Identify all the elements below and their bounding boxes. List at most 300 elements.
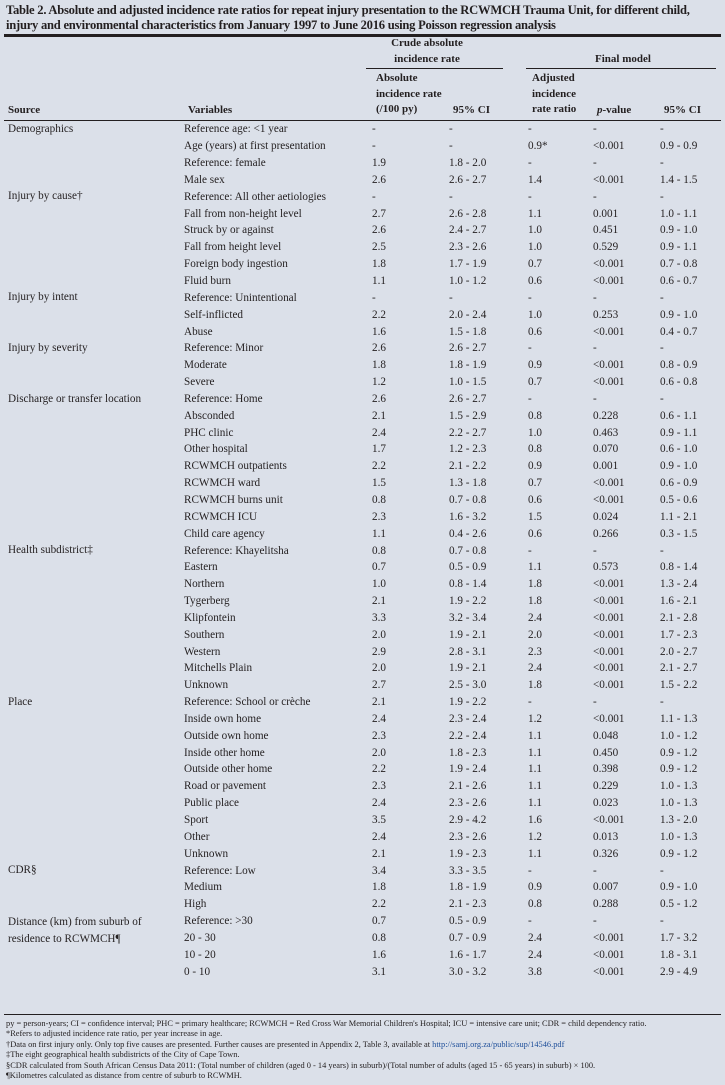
- irr-cell: 1.0: [528, 426, 542, 439]
- table-row: [4, 727, 721, 744]
- variable-cell: Tygerberg: [184, 595, 230, 608]
- table-row: [4, 879, 721, 896]
- irr-ci-cell: 0.6 - 0.8: [660, 376, 698, 389]
- source-cell: [4, 475, 184, 492]
- irr-cell: -: [528, 915, 532, 928]
- variable-cell: Inside other home: [184, 746, 265, 759]
- irr-ci-cell: 1.0 - 1.3: [660, 797, 698, 810]
- rate-cell: -: [372, 190, 376, 203]
- irr-cell: -: [528, 392, 532, 405]
- rate-ci-cell: 2.0 - 2.4: [449, 308, 487, 321]
- variable-cell: Western: [184, 645, 221, 658]
- footnote-4: §CDR calculated from South African Census Data 2011: (Total number of children (aged 0 - 14 years) in suburb)/(Total number of adults (aged 15 - 65 years) in suburb) × 100.: [6, 1060, 596, 1070]
- p-value-cell: <0.001: [593, 376, 625, 389]
- source-cell: [4, 172, 184, 189]
- rate-cell: 2.9: [372, 645, 386, 658]
- rate-ci-cell: 2.1 - 2.2: [449, 460, 487, 473]
- irr-ci-cell: 2.0 - 2.7: [660, 645, 698, 658]
- source-cell: [4, 828, 184, 845]
- table-row: [4, 374, 721, 391]
- p-value-cell: 0.001: [593, 460, 619, 473]
- source-cell: [4, 660, 184, 677]
- table-row: [4, 677, 721, 694]
- table-row: [4, 593, 721, 610]
- rate-ci-cell: 1.7 - 1.9: [449, 258, 487, 271]
- rate-ci-cell: 1.2 - 2.3: [449, 443, 487, 456]
- rate-ci-cell: 1.0 - 1.5: [449, 376, 487, 389]
- table-row: [4, 711, 721, 728]
- p-value-cell: 0.451: [593, 224, 619, 237]
- header-group-crude: Crude absolute incidence rate: [391, 37, 463, 65]
- rate-ci-cell: 1.5 - 2.9: [449, 409, 487, 422]
- irr-ci-cell: 2.1 - 2.8: [660, 611, 698, 624]
- source-cell: [4, 761, 184, 778]
- rate-ci-cell: 2.9 - 4.2: [449, 814, 487, 827]
- irr-cell: 1.1: [528, 780, 542, 793]
- footnotes: [6, 1019, 721, 1081]
- p-value-cell: <0.001: [593, 258, 625, 271]
- rate-cell: 2.6: [372, 173, 386, 186]
- table-row: [4, 643, 721, 660]
- irr-ci-cell: -: [660, 915, 664, 928]
- variable-cell: Fall from height level: [184, 241, 282, 254]
- variable-cell: Eastern: [184, 561, 218, 574]
- table-row: [4, 289, 721, 306]
- rate-ci-cell: 1.6 - 3.2: [449, 510, 487, 523]
- rate-ci-cell: 2.2 - 2.7: [449, 426, 487, 439]
- table-row: [4, 795, 721, 812]
- p-value-cell: <0.001: [593, 628, 625, 641]
- irr-cell: -: [528, 123, 532, 136]
- rate-ci-cell: 3.3 - 3.5: [449, 864, 487, 877]
- irr-ci-cell: 1.7 - 2.3: [660, 628, 698, 641]
- variable-cell: Reference: All other aetiologies: [184, 190, 326, 203]
- rate-ci-cell: 3.2 - 3.4: [449, 611, 487, 624]
- rate-ci-cell: -: [449, 140, 453, 153]
- source-cell: [4, 626, 184, 643]
- irr-cell: 1.1: [528, 729, 542, 742]
- rate-ci-cell: 0.7 - 0.9: [449, 931, 487, 944]
- source-cell: Discharge or transfer location: [8, 392, 142, 405]
- variable-cell: Reference: School or crèche: [184, 696, 311, 709]
- variable-cell: Other hospital: [184, 443, 248, 456]
- variable-cell: Foreign body ingestion: [184, 258, 288, 271]
- header-group-final: Final model: [595, 53, 651, 65]
- irr-ci-cell: 0.6 - 1.0: [660, 443, 698, 456]
- irr-cell: -: [528, 291, 532, 304]
- p-value-cell: 0.253: [593, 308, 619, 321]
- rate-cell: 1.6: [372, 948, 386, 961]
- rate-ci-cell: 0.5 - 0.9: [449, 915, 487, 928]
- table-row: [4, 424, 721, 441]
- variable-cell: Child care agency: [184, 527, 265, 540]
- header-group-crude-rule: [366, 68, 503, 69]
- source-cell: Injury by cause†: [8, 190, 83, 203]
- table-row: [4, 559, 721, 576]
- table-row: [4, 407, 721, 424]
- rate-cell: 2.4: [372, 797, 386, 810]
- table-row: [4, 323, 721, 340]
- table-row: [4, 525, 721, 542]
- variable-cell: Outside other home: [184, 763, 273, 776]
- rate-ci-cell: 0.5 - 0.9: [449, 561, 487, 574]
- rate-cell: 2.6: [372, 224, 386, 237]
- header-irr: Adjusted incidence rate ratio: [532, 72, 577, 115]
- rate-cell: 3.5: [372, 814, 386, 827]
- irr-ci-cell: 2.1 - 2.7: [660, 662, 698, 675]
- irr-ci-cell: 1.0 - 1.2: [660, 729, 698, 742]
- footnote-5: ¶Kilometres calculated as distance from centre of suburb to RCWMH.: [6, 1071, 242, 1081]
- rate-ci-cell: 1.6 - 1.7: [449, 948, 487, 961]
- rate-cell: 0.8: [372, 493, 386, 506]
- rate-cell: 2.6: [372, 342, 386, 355]
- rate-ci-cell: 2.6 - 2.8: [449, 207, 487, 220]
- rate-ci-cell: 0.8 - 1.4: [449, 578, 487, 591]
- table-row: [4, 340, 721, 357]
- footnote-3: ‡The eight geographical health subdistricts of the City of Cape Town.: [6, 1050, 240, 1060]
- rate-ci-cell: 2.8 - 3.1: [449, 645, 487, 658]
- rate-cell: 1.1: [372, 527, 386, 540]
- rate-cell: 1.1: [372, 275, 386, 288]
- source-cell: [4, 508, 184, 525]
- source-cell: [4, 711, 184, 728]
- source-cell: [4, 963, 184, 980]
- source-cell: CDR§: [8, 864, 37, 877]
- irr-ci-cell: 1.7 - 3.2: [660, 931, 698, 944]
- table-row: [4, 239, 721, 256]
- appendix-link[interactable]: http://samj.org.za/public/sup/14546.pdf: [432, 1039, 565, 1049]
- irr-ci-cell: 1.0 - 1.3: [660, 830, 698, 843]
- rate-ci-cell: 1.8 - 2.3: [449, 746, 487, 759]
- variable-cell: RCWMCH ICU: [184, 510, 258, 523]
- table-row: [4, 441, 721, 458]
- source-cell: [4, 492, 184, 509]
- rate-ci-cell: 1.0 - 1.2: [449, 275, 487, 288]
- footnote-2-text: †Data on first injury only. Only top five causes are presented. Further causes are presented in Appendix 2, Table 3, available at: [6, 1039, 433, 1049]
- source-cell: [4, 778, 184, 795]
- p-value-cell: -: [593, 157, 597, 170]
- variable-cell: Reference: Unintentional: [184, 291, 297, 304]
- irr-ci-cell: 0.9 - 1.1: [660, 426, 698, 439]
- rate-cell: 0.8: [372, 544, 386, 557]
- table-title: Table 2. Absolute and adjusted incidence rate ratios for repeat injury presentation to the RCWMCH Trauma Unit, for different child, injury and environmental characteristics from January 1997 to June 2016 using Poisson regression analysis: [6, 3, 690, 32]
- header-group-final-rule: [526, 68, 716, 69]
- source-cell: Demographics: [8, 123, 74, 135]
- rate-cell: -: [372, 123, 376, 136]
- irr-cell: 1.0: [528, 224, 542, 237]
- irr-cell: 1.0: [528, 241, 542, 254]
- rate-cell: 1.8: [372, 359, 386, 372]
- variable-cell: Unknown: [184, 679, 229, 692]
- variable-cell: Reference age: <1 year: [184, 123, 288, 136]
- variable-cell: RCWMCH ward: [184, 477, 261, 490]
- p-value-cell: <0.001: [593, 712, 625, 725]
- p-value-cell: <0.001: [593, 173, 625, 186]
- variable-cell: Klipfontein: [184, 611, 236, 624]
- p-value-cell: 0.048: [593, 729, 619, 742]
- table-row: [4, 828, 721, 845]
- irr-ci-cell: 0.5 - 0.6: [660, 493, 698, 506]
- irr-cell: 1.8: [528, 679, 542, 692]
- irr-ci-cell: -: [660, 157, 664, 170]
- p-value-cell: <0.001: [593, 679, 625, 692]
- variable-cell: Fluid burn: [184, 275, 231, 288]
- irr-cell: -: [528, 190, 532, 203]
- variable-cell: Reference: Khayelitsha: [184, 544, 289, 557]
- irr-ci-cell: -: [660, 123, 664, 136]
- table-row: [4, 845, 721, 862]
- rate-cell: 2.1: [372, 696, 386, 709]
- table-row: [4, 862, 721, 879]
- p-value-cell: <0.001: [593, 493, 625, 506]
- p-value-cell: <0.001: [593, 814, 625, 827]
- irr-ci-cell: 1.5 - 2.2: [660, 679, 698, 692]
- irr-cell: 0.6: [528, 493, 542, 506]
- table-row: [4, 660, 721, 677]
- p-value-cell: -: [593, 544, 597, 557]
- irr-cell: 1.1: [528, 561, 542, 574]
- rate-ci-cell: 1.8 - 1.9: [449, 881, 487, 894]
- p-value-cell: -: [593, 342, 597, 355]
- p-value-cell: 0.450: [593, 746, 619, 759]
- rate-ci-cell: 0.7 - 0.8: [449, 544, 487, 557]
- irr-ci-cell: 0.9 - 1.2: [660, 763, 698, 776]
- rate-ci-cell: 2.6 - 2.7: [449, 173, 487, 186]
- p-value-cell: <0.001: [593, 645, 625, 658]
- rate-ci-cell: 2.4 - 2.7: [449, 224, 487, 237]
- table-row: [4, 812, 721, 829]
- source-cell: [4, 323, 184, 340]
- table-row: [4, 913, 721, 930]
- table-row: [4, 896, 721, 913]
- rate-cell: -: [372, 140, 376, 153]
- source-cell: [4, 424, 184, 441]
- irr-ci-cell: 1.1 - 2.1: [660, 510, 698, 523]
- header-rate: Absolute incidence rate (/100 py): [376, 72, 442, 115]
- irr-cell: 1.6: [528, 814, 542, 827]
- rate-cell: 2.0: [372, 628, 386, 641]
- irr-cell: 0.7: [528, 376, 542, 389]
- table-row: [4, 121, 721, 138]
- rate-cell: 2.0: [372, 662, 386, 675]
- table-row: [4, 222, 721, 239]
- variable-cell: Other: [184, 830, 210, 843]
- rate-ci-cell: 1.8 - 2.0: [449, 157, 487, 170]
- footnote-2: [6, 1040, 721, 1050]
- irr-cell: 1.1: [528, 763, 542, 776]
- bottom-rule: [4, 1014, 721, 1015]
- irr-ci-cell: 2.9 - 4.9: [660, 965, 698, 978]
- variable-cell: RCWMCH outpatients: [184, 460, 287, 473]
- irr-ci-cell: 1.0 - 1.1: [660, 207, 698, 220]
- irr-ci-cell: 0.9 - 1.0: [660, 460, 698, 473]
- irr-ci-cell: -: [660, 864, 664, 877]
- variable-cell: Absconded: [184, 409, 235, 422]
- variable-cell: Reference: Home: [184, 392, 263, 405]
- irr-ci-cell: 0.9 - 1.0: [660, 881, 698, 894]
- irr-cell: 1.4: [528, 173, 542, 186]
- rate-cell: 2.1: [372, 595, 386, 608]
- table-row: [4, 542, 721, 559]
- irr-cell: -: [528, 157, 532, 170]
- irr-ci-cell: 0.8 - 0.9: [660, 359, 698, 372]
- source-cell: [4, 812, 184, 829]
- rate-cell: 2.4: [372, 426, 386, 439]
- irr-cell: 1.0: [528, 308, 542, 321]
- p-value-cell: 0.023: [593, 797, 619, 810]
- p-value-cell: 0.007: [593, 881, 619, 894]
- rate-cell: 1.8: [372, 258, 386, 271]
- rate-cell: 1.2: [372, 376, 386, 389]
- header-p: p-value: [597, 104, 632, 116]
- rate-ci-cell: 1.9 - 2.1: [449, 662, 487, 675]
- rate-cell: 2.5: [372, 241, 386, 254]
- irr-ci-cell: 0.4 - 0.7: [660, 325, 698, 338]
- source-cell: [4, 609, 184, 626]
- irr-ci-cell: 1.4 - 1.5: [660, 173, 698, 186]
- header-variables: Variables: [188, 104, 233, 116]
- source-cell: Health subdistrict‡: [8, 544, 93, 557]
- source-cell: [4, 458, 184, 475]
- irr-cell: 0.6: [528, 325, 542, 338]
- variable-cell: Mitchells Plain: [184, 662, 253, 675]
- table-row: [4, 357, 721, 374]
- p-value-cell: 0.001: [593, 207, 619, 220]
- irr-ci-cell: 0.6 - 0.9: [660, 477, 698, 490]
- p-value-cell: 0.463: [593, 426, 619, 439]
- rate-ci-cell: 1.9 - 2.1: [449, 628, 487, 641]
- irr-ci-cell: 0.6 - 0.7: [660, 275, 698, 288]
- variable-cell: 10 - 20: [184, 948, 216, 961]
- irr-cell: 2.0: [528, 628, 542, 641]
- irr-cell: 1.1: [528, 746, 542, 759]
- rate-cell: 1.9: [372, 157, 386, 170]
- rate-cell: 1.7: [372, 443, 386, 456]
- p-value-cell: <0.001: [593, 948, 625, 961]
- irr-cell: 0.9: [528, 359, 542, 372]
- source-cell: [4, 795, 184, 812]
- variable-cell: Reference: female: [184, 157, 266, 170]
- rate-cell: 2.1: [372, 409, 386, 422]
- rate-ci-cell: -: [449, 291, 453, 304]
- irr-ci-cell: 0.9 - 1.1: [660, 241, 698, 254]
- p-value-cell: -: [593, 392, 597, 405]
- table-row: [4, 172, 721, 189]
- irr-ci-cell: 0.7 - 0.8: [660, 258, 698, 271]
- table-row: [4, 188, 721, 205]
- source-cell: [4, 576, 184, 593]
- irr-cell: -: [528, 342, 532, 355]
- rate-cell: 0.7: [372, 915, 386, 928]
- results-table: [4, 121, 721, 980]
- source-cell: Injury by severity: [8, 341, 88, 354]
- header-ci1: 95% CI: [453, 104, 490, 116]
- variable-cell: Reference: >30: [184, 915, 253, 928]
- rate-cell: 2.7: [372, 207, 386, 220]
- table-row: [4, 576, 721, 593]
- header-source: Source: [8, 104, 41, 116]
- rate-ci-cell: 2.6 - 2.7: [449, 342, 487, 355]
- source-cell: [4, 946, 184, 963]
- table-row: [4, 155, 721, 172]
- rate-ci-cell: -: [449, 190, 453, 203]
- rate-ci-cell: 2.3 - 2.6: [449, 797, 487, 810]
- variable-cell: 0 - 10: [184, 965, 211, 978]
- rate-ci-cell: 2.1 - 2.3: [449, 898, 487, 911]
- table-row: [4, 256, 721, 273]
- irr-ci-cell: 1.6 - 2.1: [660, 595, 698, 608]
- rate-ci-cell: 2.1 - 2.6: [449, 780, 487, 793]
- p-value-cell: <0.001: [593, 359, 625, 372]
- table-row: [4, 744, 721, 761]
- rate-cell: 3.3: [372, 611, 386, 624]
- rate-ci-cell: 1.8 - 1.9: [449, 359, 487, 372]
- source-cell: [4, 205, 184, 222]
- table-row: [4, 626, 721, 643]
- source-cell: [4, 879, 184, 896]
- irr-cell: 0.8: [528, 898, 542, 911]
- rate-ci-cell: 3.0 - 3.2: [449, 965, 487, 978]
- p-value-cell: 0.288: [593, 898, 619, 911]
- rate-cell: 2.1: [372, 847, 386, 860]
- p-value-cell: <0.001: [593, 931, 625, 944]
- source-cell: [4, 525, 184, 542]
- table-row: [4, 391, 721, 408]
- rate-ci-cell: 2.5 - 3.0: [449, 679, 487, 692]
- variable-cell: Abuse: [184, 325, 213, 338]
- rate-cell: 2.7: [372, 679, 386, 692]
- rate-ci-cell: 1.5 - 1.8: [449, 325, 487, 338]
- variable-cell: 20 - 30: [184, 931, 216, 944]
- rate-cell: 2.2: [372, 898, 386, 911]
- irr-cell: 0.6: [528, 527, 542, 540]
- table-row: [4, 963, 721, 980]
- variable-cell: Reference: Low: [184, 864, 256, 877]
- table-row: [4, 946, 721, 963]
- irr-ci-cell: -: [660, 342, 664, 355]
- rate-cell: 2.3: [372, 729, 386, 742]
- rate-ci-cell: 2.3 - 2.6: [449, 830, 487, 843]
- variable-cell: Self-inflicted: [184, 308, 244, 321]
- irr-ci-cell: 1.1 - 1.3: [660, 712, 698, 725]
- source-cell: [4, 357, 184, 374]
- p-value-cell: <0.001: [593, 275, 625, 288]
- rate-cell: 1.5: [372, 477, 386, 490]
- source-cell: [4, 744, 184, 761]
- irr-ci-cell: 1.8 - 3.1: [660, 948, 698, 961]
- source-cell: [4, 138, 184, 155]
- irr-ci-cell: -: [660, 291, 664, 304]
- source-cell: [4, 155, 184, 172]
- variable-cell: PHC clinic: [184, 426, 234, 439]
- irr-cell: 0.8: [528, 443, 542, 456]
- irr-ci-cell: 0.3 - 1.5: [660, 527, 698, 540]
- p-value-cell: 0.573: [593, 561, 619, 574]
- source-cell: [4, 256, 184, 273]
- p-value-cell: <0.001: [593, 140, 625, 153]
- irr-ci-cell: 0.9 - 1.2: [660, 746, 698, 759]
- header-ci2: 95% CI: [664, 104, 701, 116]
- rate-cell: 0.8: [372, 931, 386, 944]
- rate-ci-cell: 1.9 - 2.2: [449, 595, 487, 608]
- irr-cell: 1.8: [528, 578, 542, 591]
- table-row: [4, 458, 721, 475]
- irr-ci-cell: 0.5 - 1.2: [660, 898, 698, 911]
- source-cell: [4, 845, 184, 862]
- irr-ci-cell: 0.6 - 1.1: [660, 409, 698, 422]
- table-row: [4, 609, 721, 626]
- p-value-cell: <0.001: [593, 477, 625, 490]
